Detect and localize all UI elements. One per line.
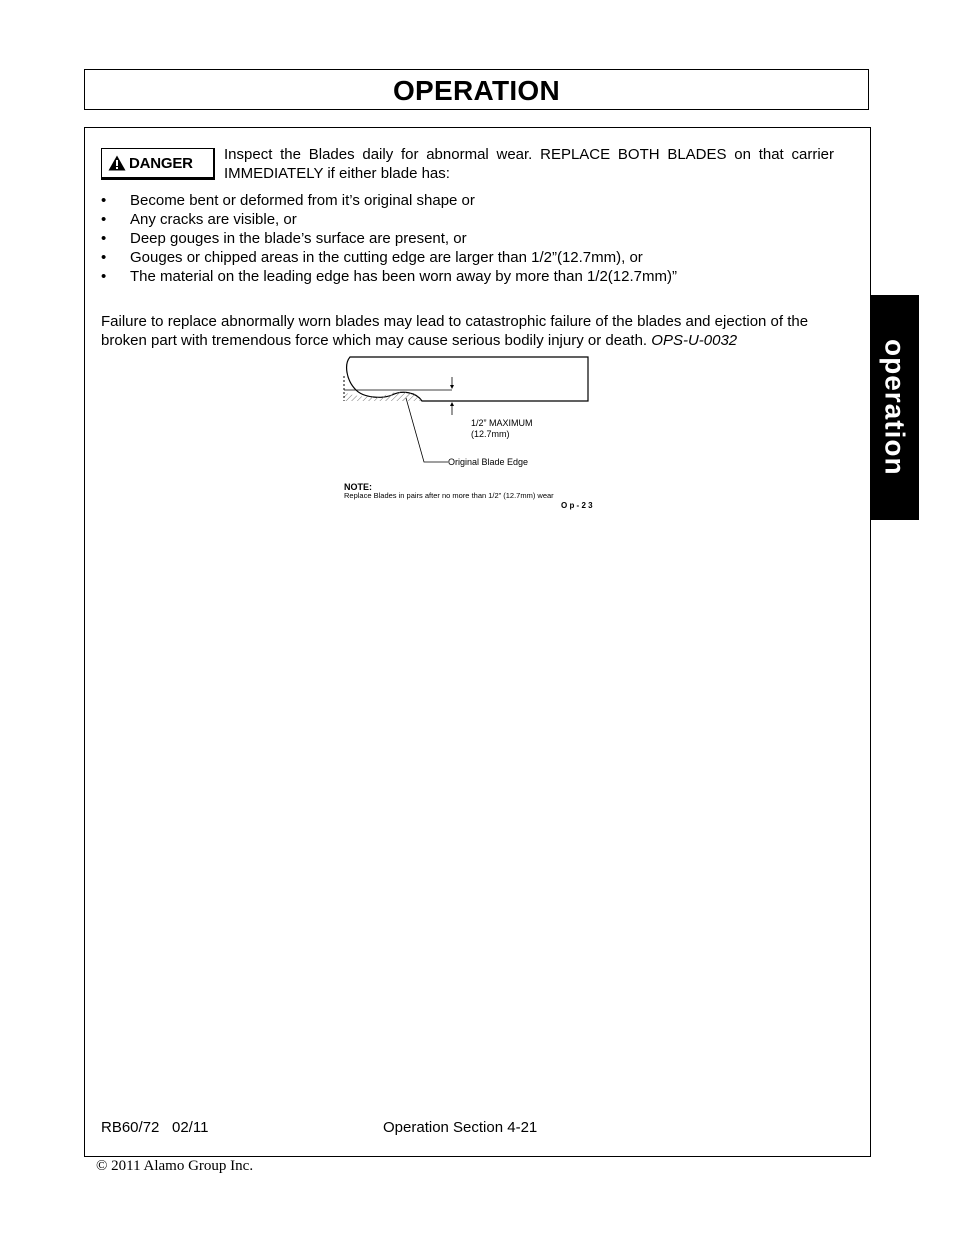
- list-item: [101, 191, 841, 210]
- bullet-dot: •: [101, 192, 107, 209]
- note-title: NOTE:: [344, 482, 372, 492]
- copyright: © 2011 Alamo Group Inc.: [96, 1158, 254, 1174]
- list-item: [101, 267, 841, 286]
- max-wear-label: 1/2” MAXIMUM: [471, 418, 533, 428]
- bullet-dot: •: [101, 230, 107, 247]
- page-title: OPERATION: [392, 74, 561, 106]
- original-edge-label: Original Blade Edge: [448, 457, 529, 467]
- list-item: [101, 248, 841, 267]
- list-item-text: Deep gouges in the blade’s surface are present, or: [130, 230, 467, 247]
- footer-section: Operation Section 4-21: [383, 1119, 538, 1136]
- footer-model: RB60/72: [101, 1119, 160, 1136]
- bullet-dot: •: [101, 249, 107, 266]
- list-item-text: The material on the leading edge has been worn away by more than 1/2(12.7mm)”: [130, 268, 677, 285]
- bullet-dot: •: [101, 268, 107, 285]
- danger-label: DANGER: [129, 154, 193, 172]
- list-item-text: Become bent or deformed from it’s original shape or: [130, 192, 475, 209]
- danger-message: Inspect the Blades daily for abnormal wear. REPLACE BOTH BLADES on that carrier IMMEDIATELY if either blade has:: [224, 146, 834, 182]
- section-side-tab: [870, 295, 919, 520]
- side-tab-label: operation: [879, 339, 911, 476]
- list-item: [101, 229, 841, 248]
- list-item-text: Gouges or chipped areas in the cutting edge are larger than 1/2”(12.7mm), or: [130, 249, 643, 266]
- list-item-text: Any cracks are visible, or: [130, 211, 297, 228]
- warning-triangle-icon: [108, 155, 126, 171]
- blade-condition-list: [101, 191, 841, 286]
- figure-code: O p - 2 3: [561, 501, 593, 510]
- note-text: Replace Blades in pairs after no more than 1/2” (12.7mm) wear: [344, 491, 554, 500]
- warning-text: Failure to replace abnormally worn blades may lead to catastrophic failure of the blades and ejection of the broken part with tremendous force which may cause serious bodily injury or death.: [101, 313, 809, 349]
- blade-wear-figure: [338, 352, 608, 517]
- list-item: [101, 210, 841, 229]
- footer-date: 02/11: [172, 1119, 209, 1136]
- danger-badge: [101, 148, 215, 180]
- warning-paragraph: [101, 312, 841, 350]
- bullet-dot: •: [101, 211, 107, 228]
- max-wear-metric-label: (12.7mm): [471, 429, 510, 439]
- page-header: [84, 69, 869, 110]
- reference-code: OPS-U-0032: [651, 332, 738, 349]
